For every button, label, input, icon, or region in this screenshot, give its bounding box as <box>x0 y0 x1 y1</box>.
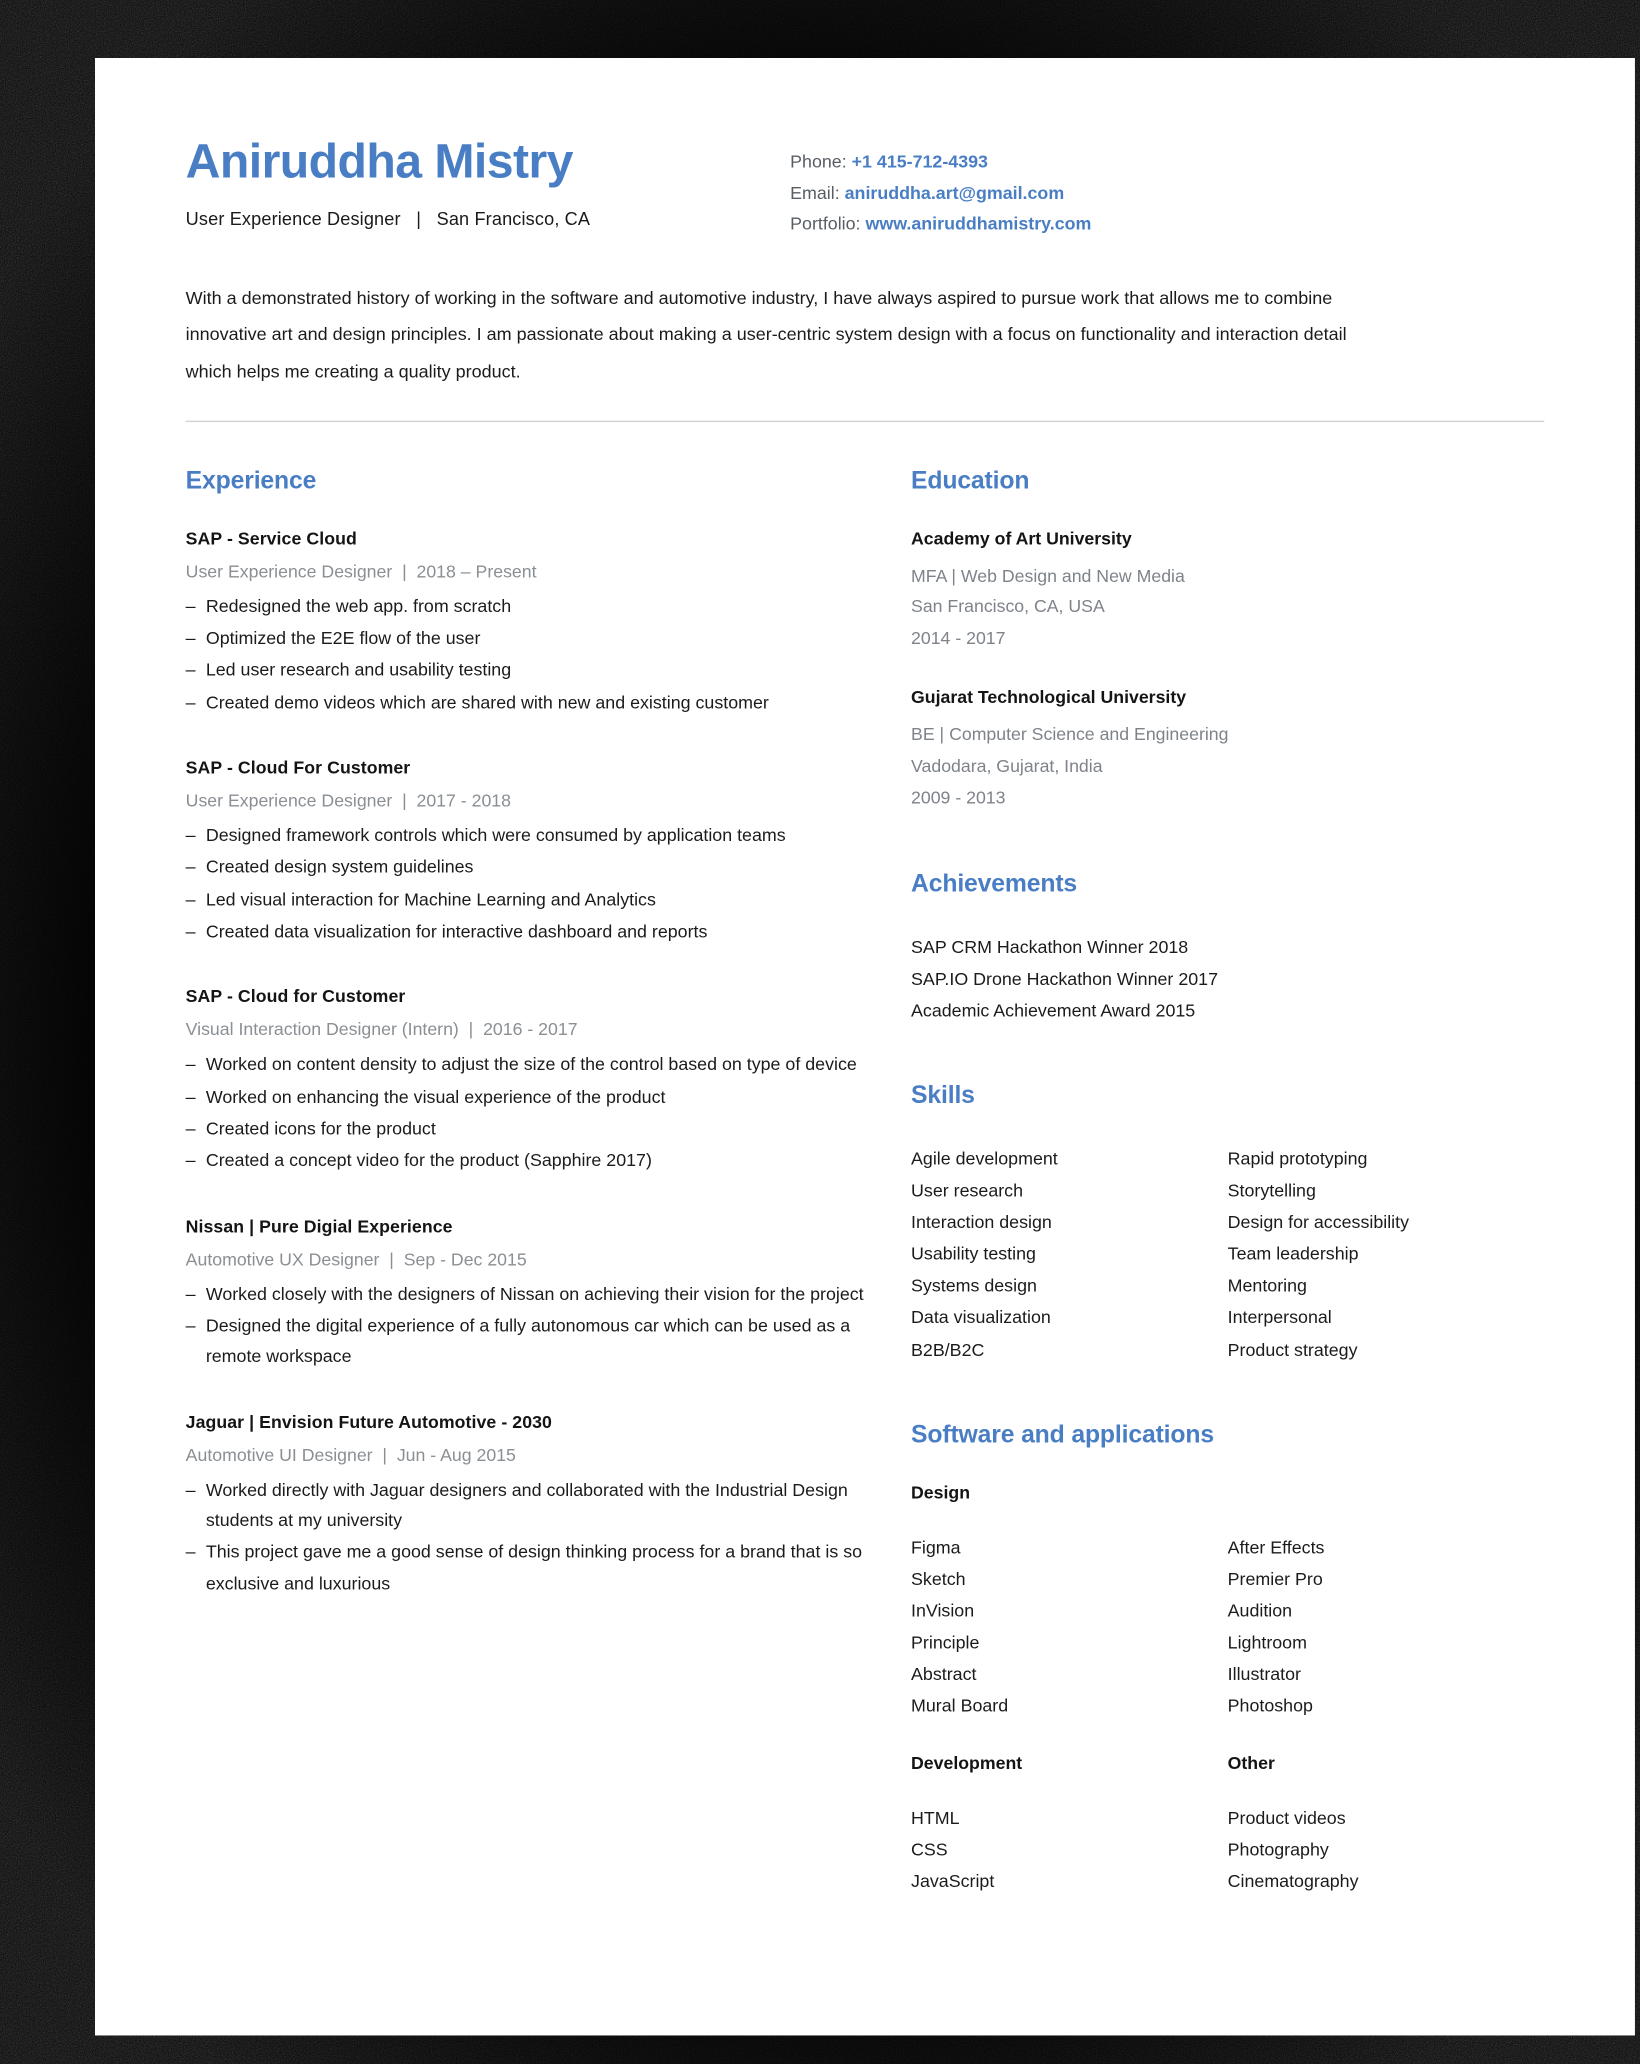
software-grid <box>911 1531 1544 1722</box>
software-group <box>911 1482 1544 1722</box>
software-item: Principle <box>911 1632 980 1653</box>
bullet-text: Created data visualization for interactive dashboard and reports <box>205 921 708 942</box>
experience-role-dates: User Experience Designer | 2017 - 2018 <box>185 790 511 811</box>
bullet-dash-icon: – <box>185 1315 196 1336</box>
bullet-text: Optimized the E2E flow of the user <box>205 627 481 648</box>
experience-bullet <box>186 1311 910 1372</box>
achievement-item: SAP.IO Drone Hackathon Winner 2017 <box>911 968 1219 990</box>
experience-role-dates: User Experience Designer | 2018 – Present <box>185 561 537 582</box>
experience-bullet <box>186 1050 910 1081</box>
bullet-dash-icon: – <box>185 1054 196 1075</box>
experience-bullet <box>186 1146 910 1177</box>
bullet-dash-icon: – <box>185 857 196 878</box>
skill-item: Product strategy <box>1227 1339 1358 1360</box>
contact-email-label: Email: <box>790 182 845 203</box>
bullet-text: Worked closely with the designers of Nissan on achieving their vision for the project <box>205 1283 864 1304</box>
software-column-left <box>911 1531 1228 1722</box>
software-item: Audition <box>1227 1600 1293 1621</box>
skill-item: Interpersonal <box>1227 1307 1332 1329</box>
software-heading-right-wrap <box>1228 1754 1545 1789</box>
education-location: Vadodara, Gujarat, India <box>911 756 1103 777</box>
experience-bullet <box>186 591 910 622</box>
bullet-dash-icon: – <box>185 1542 196 1563</box>
bullet-dash-icon: – <box>185 692 196 713</box>
experience-bullet <box>186 1475 910 1536</box>
bullet-text: Designed the digital experience of a fully autonomous car which can be used as a remote workspace <box>205 1315 851 1367</box>
software-item: Figma <box>911 1536 961 1558</box>
summary-paragraph: With a demonstrated history of working in the software and automotive industry, I have always aspired to pursue work that allows me to combine innovative art and design principles. I am passionate about making a user-centric system design with a focus on functionality and interaction detail which helps me creating a quality product. <box>185 287 1347 382</box>
bullet-dash-icon: – <box>185 824 196 846</box>
bullet-text: Worked on content density to adjust the size of the control based on type of device <box>205 1054 857 1075</box>
bullet-text: Created icons for the product <box>205 1118 436 1139</box>
page-title: Aniruddha Mistry <box>185 135 573 189</box>
resume-header <box>186 137 1545 240</box>
software-heading-left-wrap <box>911 1754 1228 1789</box>
education-list <box>911 528 1544 815</box>
education-degree: BE | Computer Science and Engineering <box>911 724 1229 745</box>
software-item: After Effects <box>1227 1536 1325 1558</box>
skill-item: Data visualization <box>911 1307 1051 1329</box>
education-school: Gujarat Technological University <box>911 687 1187 708</box>
achievements-list <box>911 931 1544 1026</box>
experience-entry <box>186 757 910 947</box>
experience-bullet <box>186 853 910 884</box>
bullet-text: Created demo videos which are shared with new and existing customer <box>205 692 769 713</box>
software-group <box>911 1754 1544 1898</box>
software-item: CSS <box>911 1839 948 1861</box>
software-item: Cinematography <box>1227 1871 1359 1892</box>
software-heading-left: Development <box>911 1753 1023 1774</box>
skill-item: Storytelling <box>1227 1180 1316 1201</box>
education-location: San Francisco, CA, USA <box>911 596 1105 618</box>
contact-portfolio-label: Portfolio: <box>790 213 866 234</box>
software-item: HTML <box>911 1808 960 1829</box>
software-column-right <box>1228 1531 1545 1722</box>
bullet-dash-icon: – <box>185 1283 196 1304</box>
software-item: Mural Board <box>911 1695 1009 1717</box>
section-title-experience: Experience <box>185 464 317 494</box>
contact-portfolio <box>790 209 1544 240</box>
software-item: Sketch <box>911 1568 966 1589</box>
skill-item: Mentoring <box>1227 1276 1307 1297</box>
contact-phone-label: Phone: <box>790 151 852 172</box>
bullet-text: Designed framework controls which were consumed by application teams <box>205 824 786 846</box>
experience-bullets <box>186 591 910 718</box>
software-groups <box>911 1482 1544 1898</box>
bullet-text: Worked directly with Jaguar designers and collaborated with the Industrial Design students at my university <box>205 1479 848 1531</box>
experience-company: Nissan | Pure Digial Experience <box>185 1215 453 1237</box>
experience-bullet <box>186 656 910 687</box>
resume-page <box>95 58 1635 2035</box>
contact-phone-value[interactable]: +1 415-712-4393 <box>851 151 988 172</box>
bullet-dash-icon: – <box>185 1118 196 1139</box>
contact-portfolio-value[interactable]: www.aniruddhamistry.com <box>865 213 1092 234</box>
software-grid <box>911 1802 1544 1897</box>
software-heading-left: Design <box>911 1482 971 1503</box>
header-tagline: User Experience Designer | San Francisco, CA <box>185 208 591 230</box>
experience-bullets <box>186 1475 910 1599</box>
contact-phone <box>790 147 1544 178</box>
education-entry <box>911 528 1544 656</box>
experience-role-dates: Automotive UI Designer | Jun - Aug 2015 <box>185 1444 516 1465</box>
experience-list <box>186 528 910 1599</box>
software-heading-right: Other <box>1227 1753 1275 1774</box>
skill-item: Team leadership <box>1227 1244 1359 1265</box>
sidebar-column <box>911 465 1544 1898</box>
education-school: Academy of Art University <box>911 528 1132 549</box>
experience-bullet <box>186 1279 910 1310</box>
skill-item: Design for accessibility <box>1227 1212 1410 1233</box>
experience-entry <box>186 1216 910 1373</box>
skill-item: Interaction design <box>911 1212 1052 1233</box>
contact-email-value[interactable]: aniruddha.art@gmail.com <box>844 182 1065 203</box>
software-item: Product videos <box>1227 1808 1346 1829</box>
experience-bullet <box>186 688 910 719</box>
bullet-text: Worked on enhancing the visual experience of the product <box>205 1086 666 1107</box>
software-item: InVision <box>911 1600 975 1621</box>
experience-bullet <box>186 885 910 916</box>
software-column-right <box>1228 1802 1545 1897</box>
education-degree: MFA | Web Design and New Media <box>911 565 1185 586</box>
experience-entry <box>186 528 910 718</box>
bullet-dash-icon: – <box>185 627 196 648</box>
bullet-text: Led user research and usability testing <box>205 659 512 681</box>
skill-item: User research <box>911 1180 1024 1201</box>
contact-email <box>790 178 1544 209</box>
contact-block <box>790 137 1544 240</box>
bullet-text: This project gave me a good sense of design thinking process for a brand that is so exclusive and luxurious <box>205 1542 863 1593</box>
experience-entry <box>186 987 910 1177</box>
education-years: 2014 - 2017 <box>911 628 1006 649</box>
experience-role-dates: Visual Interaction Designer (Intern) | 2016 - 2017 <box>185 1019 578 1040</box>
header-identity <box>186 137 790 229</box>
section-title-skills: Skills <box>911 1079 975 1109</box>
header-divider <box>186 420 1545 421</box>
experience-bullet <box>186 917 910 948</box>
software-item: Illustrator <box>1227 1664 1302 1685</box>
software-item: JavaScript <box>911 1871 995 1892</box>
experience-company: Jaguar | Envision Future Automotive - 2030 <box>185 1411 552 1432</box>
experience-bullet <box>186 1082 910 1113</box>
skill-item: Systems design <box>911 1276 1037 1297</box>
bullet-dash-icon: – <box>185 1086 196 1107</box>
experience-bullet <box>186 1114 910 1145</box>
bullet-dash-icon: – <box>185 1479 196 1500</box>
skills-column-left <box>911 1143 1228 1365</box>
experience-bullet <box>186 624 910 655</box>
skills-column-right <box>1228 1143 1545 1365</box>
section-title-software: Software and applications <box>911 1418 1214 1448</box>
software-item: Abstract <box>911 1664 977 1685</box>
skills-grid <box>911 1143 1544 1365</box>
bullet-text: Led visual interaction for Machine Learning and Analytics <box>205 889 656 910</box>
section-title-achievements: Achievements <box>911 868 1078 897</box>
bullet-dash-icon: – <box>185 595 196 616</box>
bullet-dash-icon: – <box>185 1150 196 1171</box>
achievement-item: Academic Achievement Award 2015 <box>911 1000 1196 1021</box>
software-item: Photoshop <box>1227 1695 1313 1717</box>
software-heading-right-wrap <box>1228 1482 1545 1517</box>
experience-company: SAP - Service Cloud <box>185 528 357 549</box>
bullet-text: Created a concept video for the product (Sapphire 2017) <box>205 1150 652 1171</box>
experience-bullet <box>186 1538 910 1599</box>
experience-role-dates: Automotive UX Designer | Sep - Dec 2015 <box>185 1249 527 1270</box>
education-years: 2009 - 2013 <box>911 787 1006 808</box>
software-column-left <box>911 1802 1228 1897</box>
skill-item: Rapid prototyping <box>1227 1149 1368 1170</box>
software-item: Photography <box>1227 1839 1329 1861</box>
bullet-dash-icon: – <box>185 921 196 942</box>
experience-bullet <box>186 821 910 852</box>
bullet-text: Created design system guidelines <box>205 857 474 878</box>
achievement-item: SAP CRM Hackathon Winner 2018 <box>911 937 1189 958</box>
software-heading-left-wrap <box>911 1482 1228 1517</box>
skill-item: Usability testing <box>911 1244 1036 1265</box>
bullet-dash-icon: – <box>185 889 196 910</box>
experience-column <box>186 465 910 1898</box>
experience-company: SAP - Cloud For Customer <box>185 757 411 778</box>
bullet-dash-icon: – <box>185 659 196 681</box>
software-group-headings <box>911 1482 1544 1517</box>
software-item: Premier Pro <box>1227 1568 1323 1589</box>
skill-item: Agile development <box>911 1149 1058 1170</box>
education-entry <box>911 687 1544 815</box>
experience-bullets <box>186 1050 910 1177</box>
skill-item: B2B/B2C <box>911 1339 985 1360</box>
experience-company: SAP - Cloud for Customer <box>185 986 406 1007</box>
software-group-headings <box>911 1754 1544 1789</box>
experience-entry <box>186 1412 910 1600</box>
experience-bullets <box>186 821 910 948</box>
bullet-text: Redesigned the web app. from scratch <box>205 595 512 616</box>
experience-bullets <box>186 1279 910 1373</box>
software-item: Lightroom <box>1227 1632 1307 1653</box>
section-title-education: Education <box>911 464 1030 494</box>
